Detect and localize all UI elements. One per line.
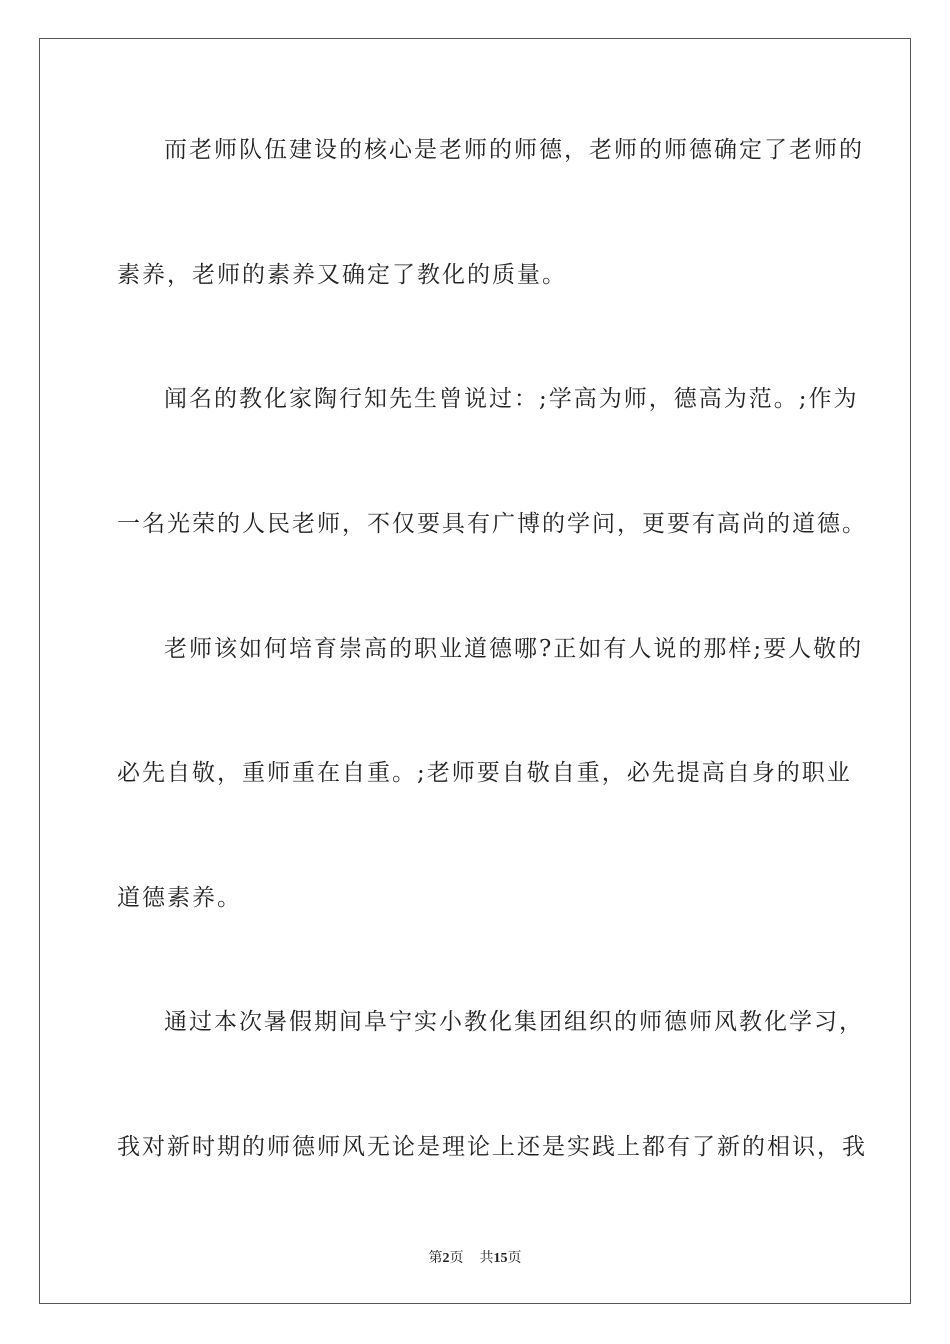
paragraph-line: 老师该如何培育崇高的职业道德哪?正如有人说的那样;要人敬的 bbox=[164, 636, 864, 662]
paragraph-line: 我对新时期的师德师风无论是理论上还是实践上都有了新的相识，我 bbox=[117, 1134, 867, 1160]
paragraph-line: 道德素养。 bbox=[117, 885, 242, 911]
total-pages-label bbox=[480, 1247, 522, 1267]
paragraph-line: 一名光荣的人民老师，不仅要具有广博的学问，更要有高尚的道德。 bbox=[117, 511, 867, 537]
page-suffix: 页 bbox=[449, 1251, 464, 1266]
page-prefix: 第 bbox=[428, 1251, 443, 1266]
page-number: 2 bbox=[442, 1251, 450, 1266]
total-suffix: 页 bbox=[507, 1251, 522, 1266]
paragraph-line: 而老师队伍建设的核心是老师的师德，老师的师德确定了老师的 bbox=[164, 137, 864, 163]
total-pages: 15 bbox=[493, 1251, 508, 1266]
total-prefix: 共 bbox=[479, 1251, 494, 1266]
page-footer bbox=[0, 1247, 950, 1267]
paragraph-line: 素养，老师的素养又确定了教化的质量。 bbox=[117, 262, 567, 288]
page-number-label bbox=[429, 1247, 464, 1267]
paragraph-line: 闻名的教化家陶行知先生曾说过：;学高为师，德高为范。;作为 bbox=[164, 386, 859, 412]
paragraph-line: 通过本次暑假期间阜宁实小教化集团组织的师德师风教化学习， bbox=[164, 1009, 864, 1035]
page-border bbox=[39, 38, 911, 1304]
paragraph-line: 必先自敬，重师重在自重。;老师要自敬自重，必先提高自身的职业 bbox=[117, 760, 852, 786]
